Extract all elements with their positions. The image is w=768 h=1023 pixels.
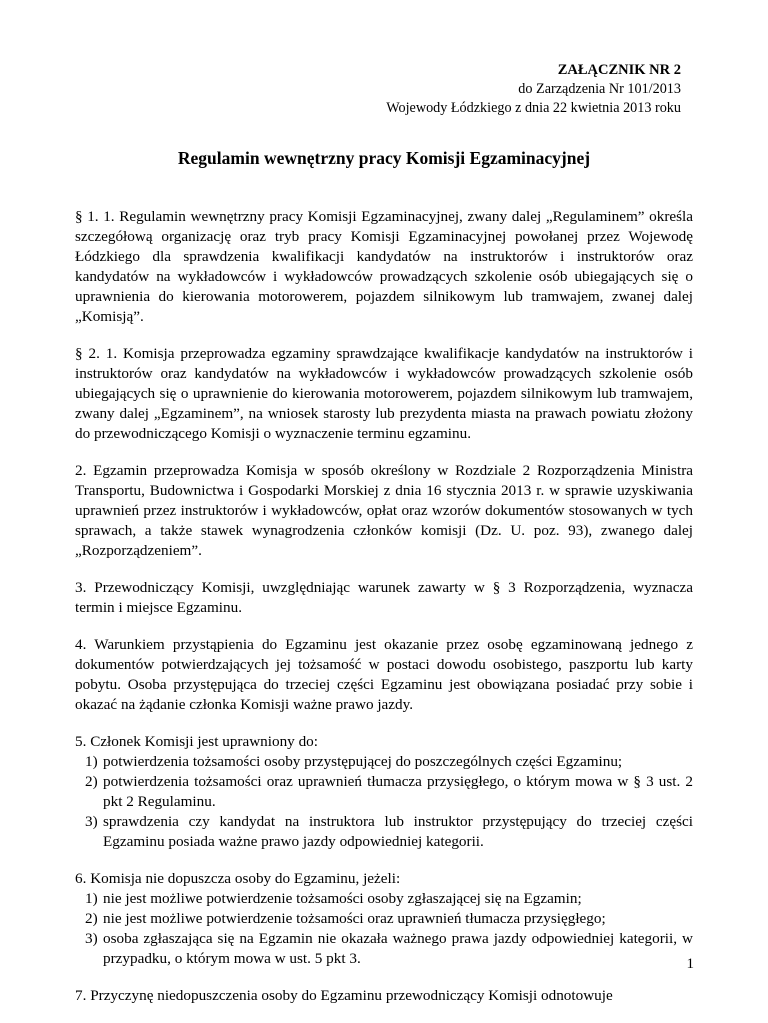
- list-item-text: nie jest możliwe potwierdzenie tożsamości osoby zgłaszającej się na Egzamin;: [103, 890, 582, 907]
- list-item: [75, 812, 693, 852]
- attachment-header: [386, 61, 681, 118]
- list-item: [75, 772, 693, 812]
- paragraph-3: 2. Egzamin przeprowadza Komisja w sposób określony w Rozdziale 2 Rozporządzenia Ministra Transportu, Budownictwa i Gospodarki Morskiej z dnia 16 stycznia 2013 r. w sprawie uzyskiwania uprawnień przez instruktorów i wykładowców, opłat oraz wzorów dokumentów stosowanych w tych sprawach, a także stawek wynagrodzenia członków komisji (Dz. U. poz. 93), zwanego dalej „Rozporządzeniem”.: [75, 462, 693, 559]
- list-item-text: osoba zgłaszająca się na Egzamin nie okazała ważnego prawa jazdy odpowiedniej kategorii, w przypadku, o którym mowa w ust. 5 pkt 3.: [103, 930, 693, 967]
- paragraph-5: 4. Warunkiem przystąpienia do Egzaminu jest okazanie przez osobę egzaminowaną jednego z dokumentów potwierdzających jej tożsamość w postaci dowodu osobistego, paszportu lub karty pobytu. Osoba przystępująca do trzeciej części Egzaminu jest obowiązana posiadać przy sobie i okazać na żądanie członka Komisji ważne prawo jazdy.: [75, 636, 693, 713]
- list-item-text: potwierdzenia tożsamości oraz uprawnień tłumacza przysięgłego, o którym mowa w § 3 ust. 2 pkt 2 Regulaminu.: [103, 773, 693, 810]
- paragraph-4: 3. Przewodniczący Komisji, uwzględniając warunek zawarty w § 3 Rozporządzenia, wyznacza termin i miejsce Egzaminu.: [75, 579, 693, 616]
- section-6-list: [75, 889, 693, 969]
- document-title: Regulamin wewnętrzny pracy Komisji Egzaminacyjnej: [177, 148, 591, 168]
- paragraph-2: § 2. 1. Komisja przeprowadza egzaminy sprawdzające kwalifikacje kandydatów na instruktorów i instruktorów oraz kandydatów na wykładowców i wykładowców prowadzących szkolenie osób ubiegających się o uprawnienie do kierowania motorowerem, pojazdem silnikowym lub tramwajem, zwany dalej „Egzaminem”, na wniosek starosty lub prezydenta miasta na prawach powiatu złożony do przewodniczącego Komisji o wyznaczenie terminu egzaminu.: [75, 345, 693, 442]
- list-item-number: 1): [85, 753, 98, 770]
- section-6-intro: 6. Komisja nie dopuszcza osoby do Egzaminu, jeżeli:: [75, 870, 401, 887]
- section-5: [75, 732, 693, 852]
- paragraph-7: 7. Przyczynę niedopuszczenia osoby do Egzaminu przewodniczący Komisji odnotowuje: [75, 987, 613, 1004]
- list-item-number: 1): [85, 890, 98, 907]
- ordinance-date: Wojewody Łódzkiego z dnia 22 kwietnia 2013 roku: [386, 100, 681, 116]
- list-item-number: 2): [85, 910, 98, 927]
- list-item-number: 3): [85, 930, 98, 947]
- list-item: [75, 929, 693, 969]
- list-item-text: potwierdzenia tożsamości osoby przystępującej do poszczególnych części Egzaminu;: [103, 753, 623, 770]
- document-body: [75, 207, 693, 1023]
- list-item-number: 2): [85, 773, 98, 790]
- paragraph-1: § 1. 1. Regulamin wewnętrzny pracy Komisji Egzaminacyjnej, zwany dalej „Regulaminem” określa szczegółową organizację oraz tryb pracy Komisji Egzaminacyjnej powołanej przez Wojewodę Łódzkiego dla sprawdzenia kwalifikacji kandydatów na instruktorów i instruktorów oraz kandydatów na wykładowców i wykładowców prowadzących szkolenie osób ubiegających się o uprawnienia do kierowania motorowerem, pojazdem silnikowym lub tramwajem, zwanej dalej „Komisją”.: [75, 208, 693, 325]
- section-5-intro: 5. Członek Komisji jest uprawniony do:: [75, 733, 318, 750]
- section-6: [75, 869, 693, 969]
- list-item-number: 3): [85, 813, 98, 830]
- attachment-number: ZAŁĄCZNIK NR 2: [557, 62, 681, 78]
- list-item-text: nie jest możliwe potwierdzenie tożsamości oraz uprawnień tłumacza przysięgłego;: [103, 910, 606, 927]
- section-5-list: [75, 752, 693, 852]
- list-item: [75, 909, 693, 929]
- list-item: [75, 752, 693, 772]
- list-item-text: sprawdzenia czy kandydat na instruktora lub instruktor przystępujący do trzeciej części Egzaminu posiada ważne prawo jazdy odpowiedniej kategorii.: [103, 813, 693, 850]
- ordinance-reference: do Zarządzenia Nr 101/2013: [518, 81, 681, 97]
- list-item: [75, 889, 693, 909]
- page-number: 1: [686, 956, 694, 972]
